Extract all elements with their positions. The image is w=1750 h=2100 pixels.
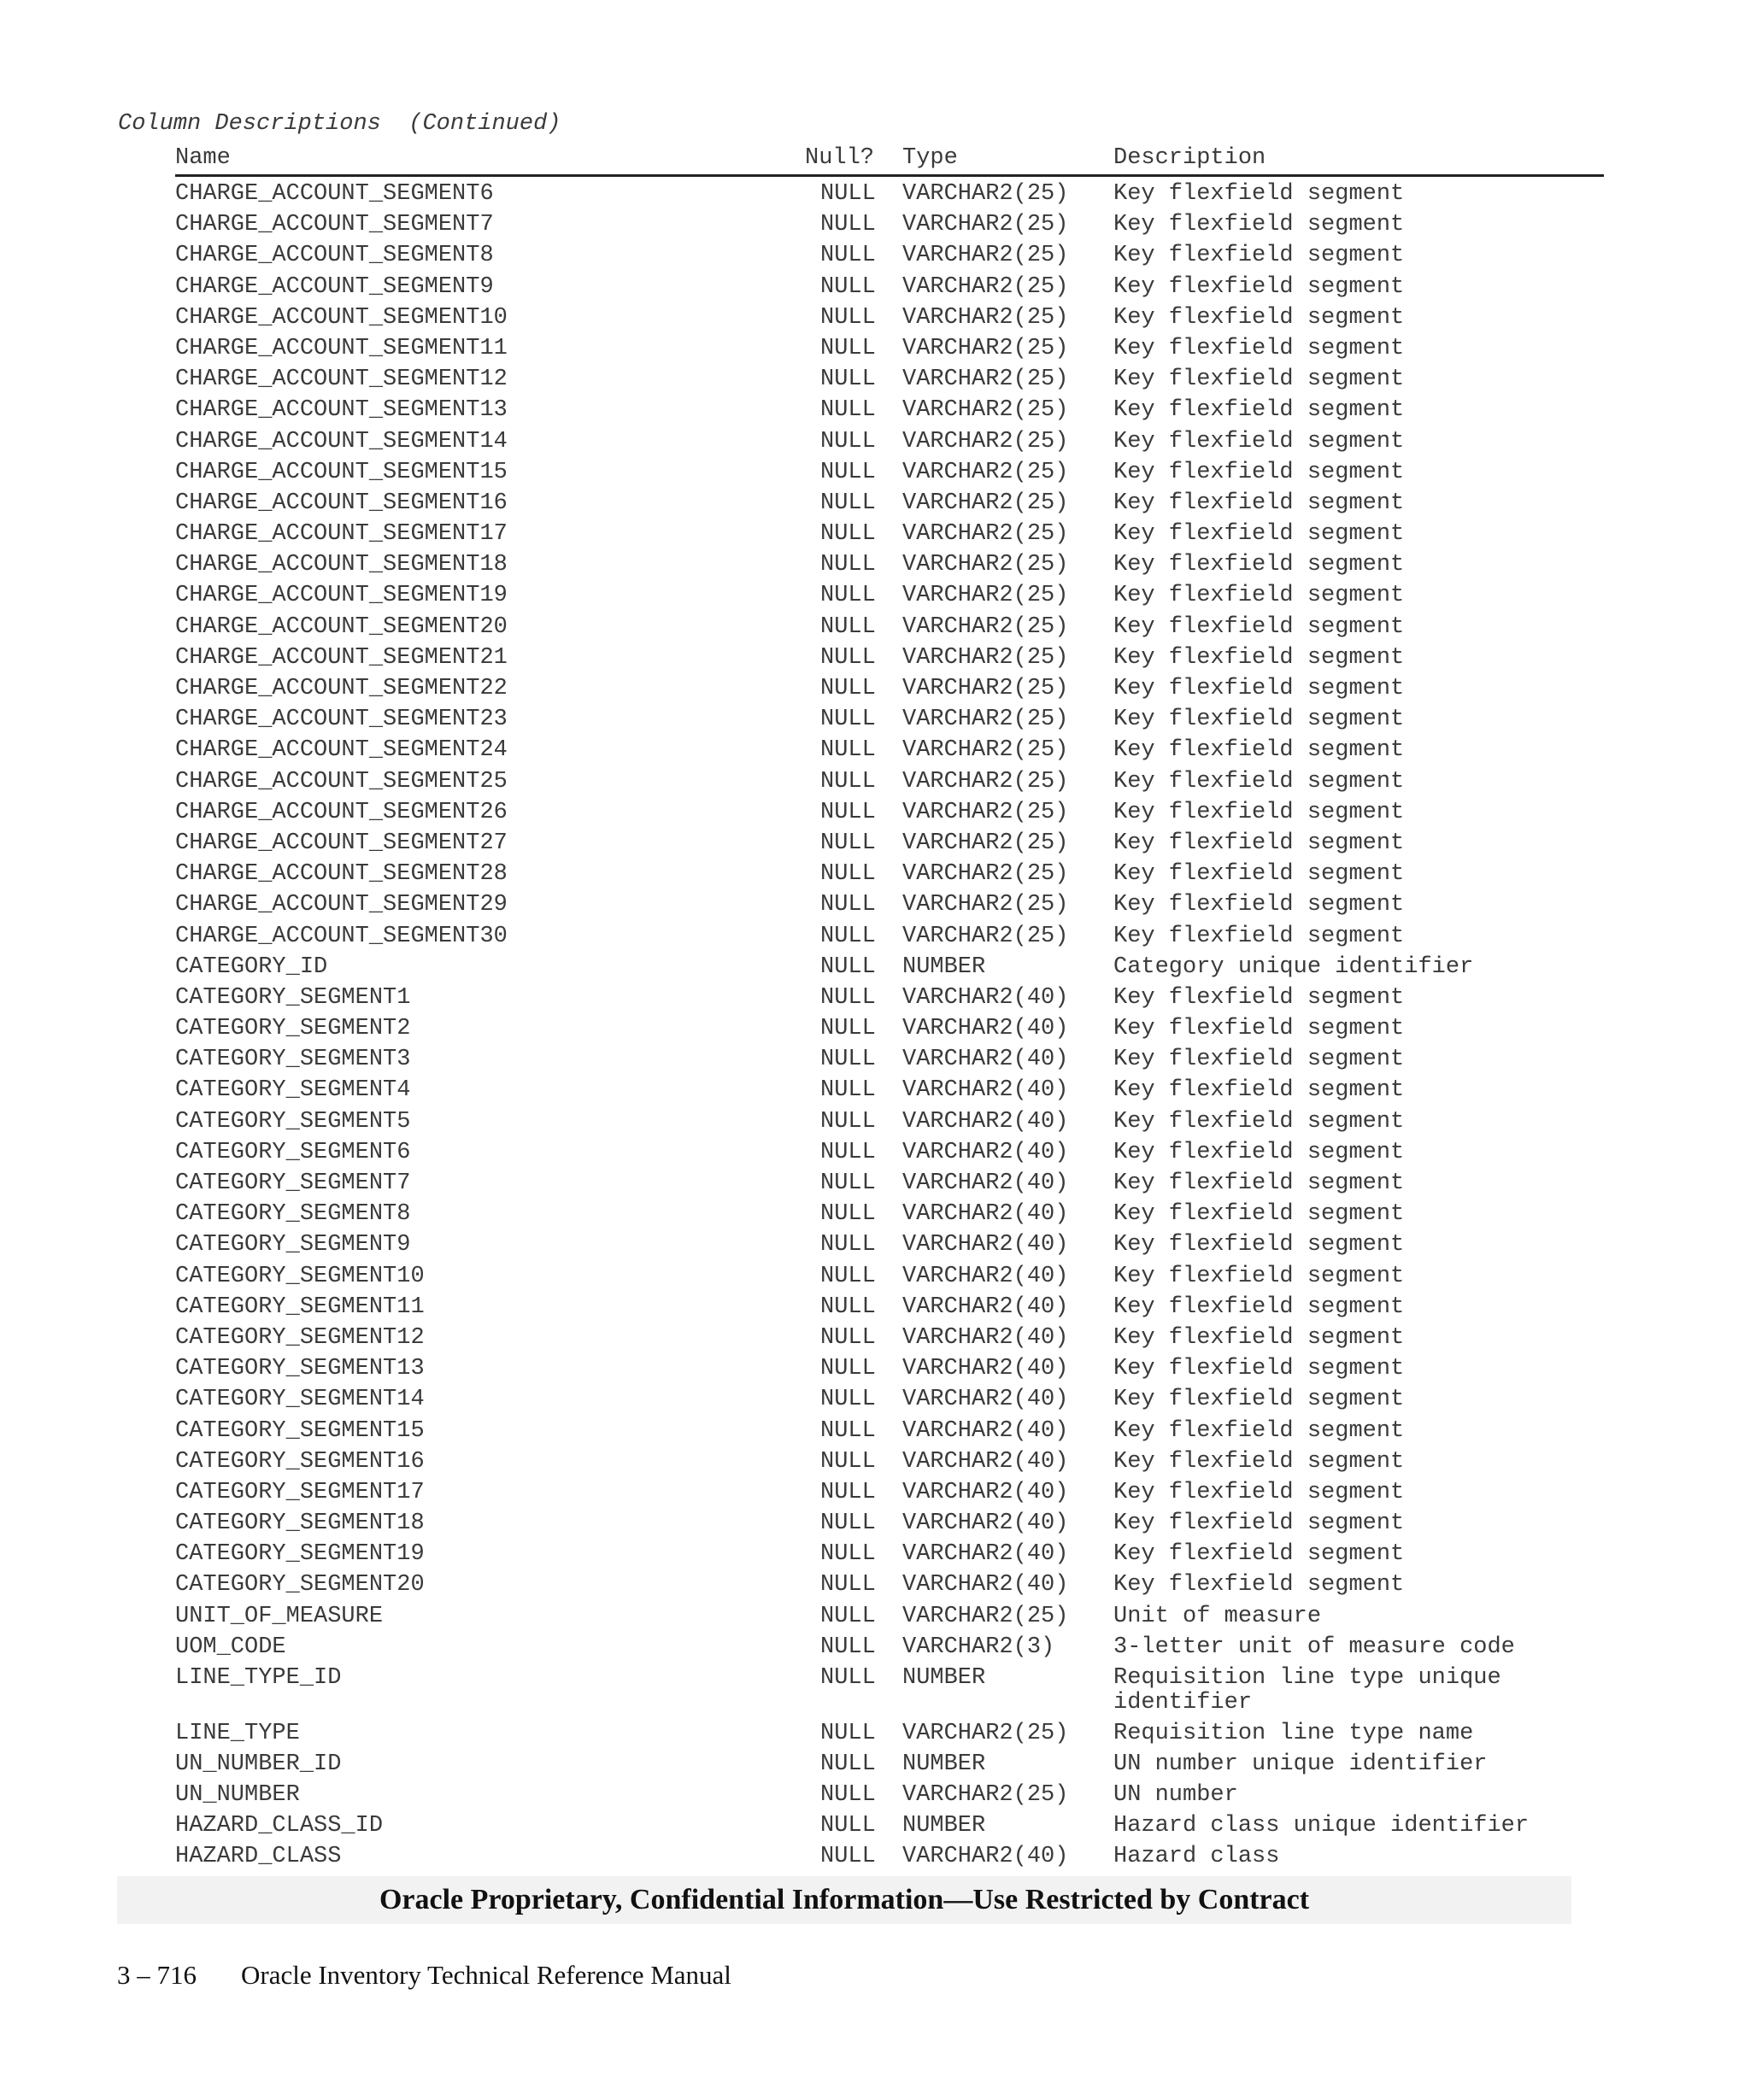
header-name: Name	[175, 145, 231, 171]
column-name-cell: CHARGE_ACCOUNT_SEGMENT18	[175, 552, 508, 578]
type-cell: VARCHAR2(40)	[902, 1479, 1069, 1505]
column-name-cell: CHARGE_ACCOUNT_SEGMENT23	[175, 707, 508, 733]
null-cell: NULL	[820, 1108, 876, 1135]
column-name-cell: CATEGORY_SEGMENT8	[175, 1201, 411, 1228]
description-cell: Key flexfield segment	[1113, 1541, 1405, 1568]
column-name-cell: CHARGE_ACCOUNT_SEGMENT25	[175, 768, 508, 795]
null-cell: NULL	[820, 367, 876, 393]
table-row	[175, 1814, 1604, 1845]
table-row	[175, 584, 1604, 614]
description-cell: Requisition line type name	[1113, 1720, 1474, 1746]
description-cell: Key flexfield segment	[1113, 676, 1405, 701]
table-row	[175, 615, 1604, 646]
description-cell: Key flexfield segment	[1113, 1170, 1405, 1196]
type-cell: NUMBER	[902, 953, 986, 980]
table-row	[175, 306, 1604, 337]
column-name-cell: UOM_CODE	[175, 1634, 286, 1660]
type-cell: VARCHAR2(25)	[902, 799, 1069, 825]
null-cell: NULL	[820, 676, 876, 701]
null-cell: NULL	[820, 861, 876, 888]
type-cell: VARCHAR2(40)	[902, 1077, 1069, 1104]
null-cell: NULL	[820, 707, 876, 733]
null-cell: NULL	[820, 830, 876, 856]
description-cell: Hazard class	[1113, 1844, 1280, 1870]
type-cell: VARCHAR2(40)	[902, 1387, 1069, 1413]
description-cell: Key flexfield segment	[1113, 243, 1405, 269]
column-name-cell: CATEGORY_SEGMENT15	[175, 1417, 425, 1444]
description-cell: Key flexfield segment	[1113, 521, 1405, 548]
description-cell: Key flexfield segment	[1113, 1016, 1405, 1042]
type-cell: VARCHAR2(40)	[902, 1263, 1069, 1289]
table-row	[175, 1326, 1604, 1357]
description-cell: Key flexfield segment	[1113, 1356, 1405, 1382]
table-header	[175, 144, 1604, 177]
column-name-cell: CATEGORY_SEGMENT10	[175, 1263, 425, 1289]
type-cell: VARCHAR2(25)	[902, 181, 1069, 207]
table-row	[175, 1141, 1604, 1171]
column-name-cell: CATEGORY_SEGMENT5	[175, 1108, 411, 1135]
type-cell: VARCHAR2(25)	[902, 367, 1069, 393]
type-cell: VARCHAR2(25)	[902, 212, 1069, 238]
type-cell: VARCHAR2(25)	[902, 428, 1069, 455]
column-name-cell: CHARGE_ACCOUNT_SEGMENT22	[175, 676, 508, 701]
column-name-cell: CHARGE_ACCOUNT_SEGMENT27	[175, 830, 508, 856]
table-row	[175, 1573, 1604, 1604]
null-cell: NULL	[820, 583, 876, 609]
null-cell: NULL	[820, 212, 876, 238]
column-name-cell: CATEGORY_SEGMENT16	[175, 1448, 425, 1475]
null-cell: NULL	[820, 1603, 876, 1629]
header-type: Type	[902, 145, 958, 171]
description-cell: Key flexfield segment	[1113, 583, 1405, 609]
table-row	[175, 491, 1604, 522]
description-cell: Key flexfield segment	[1113, 861, 1405, 888]
table-row	[175, 1604, 1604, 1635]
column-name-cell: CATEGORY_SEGMENT14	[175, 1387, 425, 1413]
type-cell: VARCHAR2(25)	[902, 1603, 1069, 1629]
column-name-cell: LINE_TYPE	[175, 1720, 300, 1746]
type-cell: VARCHAR2(40)	[902, 1293, 1069, 1320]
table-row	[175, 1078, 1604, 1109]
column-name-cell: CATEGORY_SEGMENT6	[175, 1139, 411, 1165]
type-cell: VARCHAR2(25)	[902, 861, 1069, 888]
description-cell: Key flexfield segment	[1113, 552, 1405, 578]
type-cell: VARCHAR2(25)	[902, 583, 1069, 609]
table-row	[175, 1419, 1604, 1450]
type-cell: VARCHAR2(40)	[902, 1170, 1069, 1196]
null-cell: NULL	[820, 644, 876, 671]
type-cell: VARCHAR2(25)	[902, 397, 1069, 424]
column-name-cell: CATEGORY_SEGMENT12	[175, 1324, 425, 1351]
null-cell: NULL	[820, 737, 876, 764]
table-row	[175, 1845, 1604, 1875]
table-row	[175, 1481, 1604, 1511]
type-cell: VARCHAR2(25)	[902, 490, 1069, 516]
description-cell: Key flexfield segment	[1113, 613, 1405, 640]
table-row	[175, 337, 1604, 367]
type-cell: VARCHAR2(25)	[902, 737, 1069, 764]
table-row	[175, 1233, 1604, 1264]
column-name-cell: CATEGORY_SEGMENT1	[175, 984, 411, 1011]
null-cell: NULL	[820, 799, 876, 825]
column-name-cell: CHARGE_ACCOUNT_SEGMENT15	[175, 459, 508, 485]
description-cell: Key flexfield segment	[1113, 1108, 1405, 1135]
table-row	[175, 893, 1604, 924]
table-row	[175, 1110, 1604, 1141]
type-cell: VARCHAR2(25)	[902, 892, 1069, 918]
description-cell: Key flexfield segment	[1113, 644, 1405, 671]
null-cell: NULL	[820, 243, 876, 269]
null-cell: NULL	[820, 984, 876, 1011]
null-cell: NULL	[820, 1781, 876, 1808]
table-row	[175, 460, 1604, 491]
column-name-cell: CATEGORY_SEGMENT18	[175, 1510, 425, 1537]
null-cell: NULL	[820, 397, 876, 424]
type-cell: VARCHAR2(40)	[902, 1541, 1069, 1568]
type-cell: VARCHAR2(40)	[902, 1844, 1069, 1870]
column-name-cell: UN_NUMBER_ID	[175, 1751, 342, 1777]
type-cell: VARCHAR2(25)	[902, 273, 1069, 300]
description-cell: Key flexfield segment	[1113, 1232, 1405, 1258]
column-name-cell: CHARGE_ACCOUNT_SEGMENT17	[175, 521, 508, 548]
description-cell: Key flexfield segment	[1113, 1479, 1405, 1505]
table-row	[175, 182, 1604, 213]
null-cell: NULL	[820, 1201, 876, 1228]
type-cell: NUMBER	[902, 1751, 986, 1777]
type-cell: VARCHAR2(40)	[902, 984, 1069, 1011]
null-cell: NULL	[820, 428, 876, 455]
table-row	[175, 677, 1604, 707]
description-cell: Key flexfield segment	[1113, 923, 1405, 949]
table-row	[175, 243, 1604, 274]
type-cell: VARCHAR2(25)	[902, 521, 1069, 548]
null-cell: NULL	[820, 1665, 876, 1691]
type-cell: VARCHAR2(25)	[902, 335, 1069, 361]
null-cell: NULL	[820, 1047, 876, 1073]
null-cell: NULL	[820, 273, 876, 300]
null-cell: NULL	[820, 521, 876, 548]
column-name-cell: CATEGORY_SEGMENT7	[175, 1170, 411, 1196]
description-cell: Requisition line type unique identifier	[1113, 1665, 1501, 1716]
type-cell: VARCHAR2(25)	[902, 644, 1069, 671]
table-row	[175, 398, 1604, 429]
type-cell: VARCHAR2(40)	[902, 1139, 1069, 1165]
description-cell: Key flexfield segment	[1113, 1263, 1405, 1289]
type-cell: NUMBER	[902, 1813, 986, 1839]
table-row	[175, 646, 1604, 677]
table-row	[175, 1202, 1604, 1233]
column-name-cell: CATEGORY_SEGMENT3	[175, 1047, 411, 1073]
table-row	[175, 1542, 1604, 1573]
type-cell: VARCHAR2(40)	[902, 1016, 1069, 1042]
null-cell: NULL	[820, 1263, 876, 1289]
column-name-cell: CHARGE_ACCOUNT_SEGMENT26	[175, 799, 508, 825]
description-cell: Key flexfield segment	[1113, 1324, 1405, 1351]
type-cell: VARCHAR2(40)	[902, 1108, 1069, 1135]
table-row	[175, 1450, 1604, 1481]
type-cell: VARCHAR2(40)	[902, 1510, 1069, 1537]
description-cell: Category unique identifier	[1113, 953, 1474, 980]
null-cell: NULL	[820, 1139, 876, 1165]
column-name-cell: CATEGORY_SEGMENT2	[175, 1016, 411, 1042]
null-cell: NULL	[820, 1541, 876, 1568]
description-cell: Key flexfield segment	[1113, 1510, 1405, 1537]
type-cell: VARCHAR2(25)	[902, 768, 1069, 795]
table-row	[175, 1264, 1604, 1295]
confidentiality-banner: Oracle Proprietary, Confidential Information––Use Restricted by Contract	[117, 1876, 1571, 1924]
column-name-cell: CHARGE_ACCOUNT_SEGMENT19	[175, 583, 508, 609]
column-name-cell: CATEGORY_SEGMENT19	[175, 1541, 425, 1568]
header-null: Null?	[805, 145, 875, 171]
column-name-cell: CHARGE_ACCOUNT_SEGMENT8	[175, 243, 494, 269]
column-name-cell: CHARGE_ACCOUNT_SEGMENT6	[175, 181, 494, 207]
column-name-cell: CHARGE_ACCOUNT_SEGMENT10	[175, 304, 508, 331]
null-cell: NULL	[820, 1324, 876, 1351]
type-cell: VARCHAR2(25)	[902, 243, 1069, 269]
type-cell: VARCHAR2(40)	[902, 1572, 1069, 1598]
description-cell: Key flexfield segment	[1113, 1139, 1405, 1165]
type-cell: VARCHAR2(25)	[902, 459, 1069, 485]
description-cell: Key flexfield segment	[1113, 273, 1405, 300]
table-row	[175, 275, 1604, 306]
section-title: Column Descriptions (Continued)	[118, 111, 561, 137]
description-cell: Key flexfield segment	[1113, 367, 1405, 393]
table-row	[175, 213, 1604, 243]
description-cell: Key flexfield segment	[1113, 212, 1405, 238]
null-cell: NULL	[820, 552, 876, 578]
description-cell: Key flexfield segment	[1113, 1293, 1405, 1320]
type-cell: VARCHAR2(40)	[902, 1232, 1069, 1258]
description-cell: Key flexfield segment	[1113, 459, 1405, 485]
description-cell: Key flexfield segment	[1113, 830, 1405, 856]
null-cell: NULL	[820, 953, 876, 980]
table-row	[175, 1295, 1604, 1326]
table-row	[175, 1047, 1604, 1078]
description-cell: Key flexfield segment	[1113, 1077, 1405, 1104]
column-name-cell: CATEGORY_SEGMENT11	[175, 1293, 425, 1320]
description-cell: Unit of measure	[1113, 1603, 1322, 1629]
type-cell: VARCHAR2(25)	[902, 923, 1069, 949]
table-row	[175, 1783, 1604, 1814]
column-name-cell: CHARGE_ACCOUNT_SEGMENT20	[175, 613, 508, 640]
table-row	[175, 1666, 1604, 1722]
description-cell: Key flexfield segment	[1113, 1201, 1405, 1228]
description-cell: Key flexfield segment	[1113, 984, 1405, 1011]
description-cell: UN number	[1113, 1781, 1238, 1808]
null-cell: NULL	[820, 1844, 876, 1870]
table-row	[175, 738, 1604, 769]
null-cell: NULL	[820, 1077, 876, 1104]
null-cell: NULL	[820, 335, 876, 361]
column-name-cell: CATEGORY_SEGMENT4	[175, 1077, 411, 1104]
table-row	[175, 522, 1604, 553]
null-cell: NULL	[820, 1751, 876, 1777]
type-cell: VARCHAR2(40)	[902, 1324, 1069, 1351]
column-name-cell: CATEGORY_SEGMENT9	[175, 1232, 411, 1258]
table-row	[175, 1635, 1604, 1666]
column-name-cell: LINE_TYPE_ID	[175, 1665, 342, 1691]
column-name-cell: CHARGE_ACCOUNT_SEGMENT7	[175, 212, 494, 238]
table-row	[175, 801, 1604, 831]
null-cell: NULL	[820, 1720, 876, 1746]
table-row	[175, 1357, 1604, 1387]
description-cell: Key flexfield segment	[1113, 1387, 1405, 1413]
table-row	[175, 1511, 1604, 1542]
header-description: Description	[1113, 145, 1266, 171]
description-cell: Key flexfield segment	[1113, 490, 1405, 516]
column-name-cell: CATEGORY_SEGMENT13	[175, 1356, 425, 1382]
type-cell: VARCHAR2(25)	[902, 1720, 1069, 1746]
description-cell: Key flexfield segment	[1113, 737, 1405, 764]
type-cell: VARCHAR2(25)	[902, 1781, 1069, 1808]
type-cell: VARCHAR2(40)	[902, 1356, 1069, 1382]
type-cell: VARCHAR2(25)	[902, 304, 1069, 331]
null-cell: NULL	[820, 892, 876, 918]
table-row	[175, 367, 1604, 398]
column-name-cell: CHARGE_ACCOUNT_SEGMENT21	[175, 644, 508, 671]
type-cell: VARCHAR2(25)	[902, 830, 1069, 856]
null-cell: NULL	[820, 181, 876, 207]
type-cell: VARCHAR2(25)	[902, 613, 1069, 640]
type-cell: NUMBER	[902, 1665, 986, 1691]
column-name-cell: CATEGORY_ID	[175, 953, 328, 980]
column-name-cell: CHARGE_ACCOUNT_SEGMENT30	[175, 923, 508, 949]
table-row	[175, 553, 1604, 584]
type-cell: VARCHAR2(25)	[902, 676, 1069, 701]
table-row	[175, 1752, 1604, 1783]
table-row	[175, 986, 1604, 1017]
table-row	[175, 924, 1604, 955]
description-cell: Hazard class unique identifier	[1113, 1813, 1530, 1839]
null-cell: NULL	[820, 1510, 876, 1537]
column-name-cell: UN_NUMBER	[175, 1781, 300, 1808]
column-name-cell: CHARGE_ACCOUNT_SEGMENT13	[175, 397, 508, 424]
null-cell: NULL	[820, 923, 876, 949]
column-name-cell: CHARGE_ACCOUNT_SEGMENT12	[175, 367, 508, 393]
type-cell: VARCHAR2(40)	[902, 1448, 1069, 1475]
description-cell: Key flexfield segment	[1113, 428, 1405, 455]
description-cell: Key flexfield segment	[1113, 1572, 1405, 1598]
null-cell: NULL	[820, 304, 876, 331]
column-name-cell: HAZARD_CLASS_ID	[175, 1813, 384, 1839]
null-cell: NULL	[820, 768, 876, 795]
table-row	[175, 862, 1604, 893]
null-cell: NULL	[820, 1448, 876, 1475]
description-cell: Key flexfield segment	[1113, 799, 1405, 825]
description-cell: Key flexfield segment	[1113, 768, 1405, 795]
null-cell: NULL	[820, 1479, 876, 1505]
column-name-cell: CHARGE_ACCOUNT_SEGMENT14	[175, 428, 508, 455]
column-name-cell: CATEGORY_SEGMENT17	[175, 1479, 425, 1505]
null-cell: NULL	[820, 1634, 876, 1660]
type-cell: VARCHAR2(25)	[902, 552, 1069, 578]
description-cell: Key flexfield segment	[1113, 892, 1405, 918]
column-name-cell: CHARGE_ACCOUNT_SEGMENT24	[175, 737, 508, 764]
description-cell: Key flexfield segment	[1113, 707, 1405, 733]
description-cell: Key flexfield segment	[1113, 181, 1405, 207]
table-row	[175, 430, 1604, 460]
table-row	[175, 1171, 1604, 1202]
null-cell: NULL	[820, 1572, 876, 1598]
column-name-cell: CHARGE_ACCOUNT_SEGMENT28	[175, 861, 508, 888]
null-cell: NULL	[820, 490, 876, 516]
table-row	[175, 1017, 1604, 1047]
description-cell: Key flexfield segment	[1113, 335, 1405, 361]
null-cell: NULL	[820, 1387, 876, 1413]
table-row	[175, 955, 1604, 986]
page-footer	[117, 1960, 731, 1991]
column-name-cell: UNIT_OF_MEASURE	[175, 1603, 384, 1629]
type-cell: VARCHAR2(3)	[902, 1634, 1055, 1660]
table-row	[175, 770, 1604, 801]
table-row	[175, 1722, 1604, 1752]
type-cell: VARCHAR2(40)	[902, 1201, 1069, 1228]
column-name-cell: CHARGE_ACCOUNT_SEGMENT29	[175, 892, 508, 918]
column-name-cell: CHARGE_ACCOUNT_SEGMENT11	[175, 335, 508, 361]
null-cell: NULL	[820, 1293, 876, 1320]
description-cell: UN number unique identifier	[1113, 1751, 1488, 1777]
column-name-cell: HAZARD_CLASS	[175, 1844, 342, 1870]
column-name-cell: CATEGORY_SEGMENT20	[175, 1572, 425, 1598]
null-cell: NULL	[820, 1232, 876, 1258]
null-cell: NULL	[820, 1170, 876, 1196]
null-cell: NULL	[820, 1016, 876, 1042]
table-row	[175, 831, 1604, 862]
description-cell: Key flexfield segment	[1113, 1047, 1405, 1073]
column-name-cell: CHARGE_ACCOUNT_SEGMENT9	[175, 273, 494, 300]
description-cell: Key flexfield segment	[1113, 1417, 1405, 1444]
type-cell: VARCHAR2(25)	[902, 707, 1069, 733]
null-cell: NULL	[820, 613, 876, 640]
page-number: 3 – 716	[117, 1960, 197, 1990]
column-table-body	[175, 182, 1604, 1875]
null-cell: NULL	[820, 1813, 876, 1839]
description-cell: Key flexfield segment	[1113, 304, 1405, 331]
manual-title: Oracle Inventory Technical Reference Manual	[241, 1960, 731, 1990]
type-cell: VARCHAR2(40)	[902, 1417, 1069, 1444]
description-cell: 3-letter unit of measure code	[1113, 1634, 1515, 1660]
table-row	[175, 707, 1604, 738]
type-cell: VARCHAR2(40)	[902, 1047, 1069, 1073]
null-cell: NULL	[820, 1356, 876, 1382]
description-cell: Key flexfield segment	[1113, 397, 1405, 424]
table-row	[175, 1387, 1604, 1418]
null-cell: NULL	[820, 459, 876, 485]
column-name-cell: CHARGE_ACCOUNT_SEGMENT16	[175, 490, 508, 516]
null-cell: NULL	[820, 1417, 876, 1444]
description-cell: Key flexfield segment	[1113, 1448, 1405, 1475]
